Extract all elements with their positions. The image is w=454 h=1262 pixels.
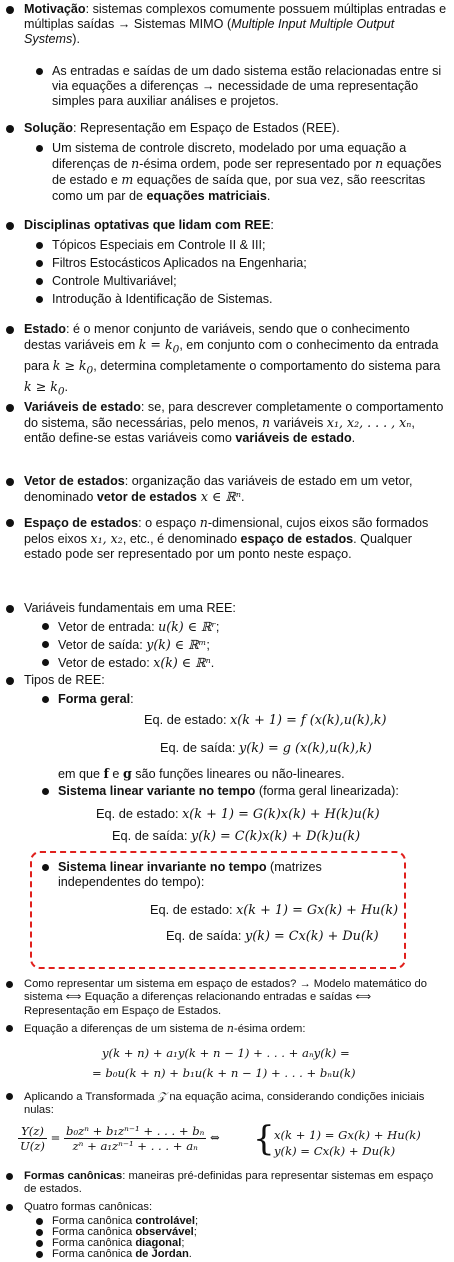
eq-label: Eq. de saída: bbox=[160, 740, 239, 755]
solucao-sub-c: equações de estado e bbox=[52, 157, 442, 188]
eq-label: Eq. de estado: bbox=[144, 712, 231, 727]
bullet-icon bbox=[36, 1240, 43, 1247]
equacao-text-b: -ésima ordem: bbox=[233, 1023, 306, 1035]
difference-equation-line2 bbox=[92, 1066, 356, 1080]
equation-state-invariant bbox=[150, 902, 398, 919]
variante-rest: (forma geral linearizada): bbox=[255, 784, 399, 798]
bullet-icon bbox=[42, 696, 49, 703]
rhs-numerator: b₀zⁿ + b₁zⁿ⁻¹ + . . . + bₙ bbox=[66, 1124, 205, 1138]
eq-math: x(k + 1) = Gx(k) + Hu(k) bbox=[274, 1128, 421, 1142]
bullet-icon bbox=[42, 641, 49, 648]
estado-text-c: , determina completamente o comportamento do sistema para bbox=[93, 358, 441, 373]
bullet-icon bbox=[6, 605, 14, 613]
bullet-icon bbox=[36, 1229, 43, 1236]
fundamental-end: ; bbox=[206, 638, 210, 652]
bullet-icon bbox=[36, 278, 43, 285]
math-k-geq-k0: k ≥ k bbox=[52, 357, 87, 373]
note-a: em que bbox=[58, 767, 104, 781]
bullet-icon bbox=[36, 296, 43, 303]
bullet-icon bbox=[6, 478, 14, 486]
bullet-icon bbox=[42, 788, 49, 795]
fundamental-math: u(k) ∈ ℝʳ bbox=[158, 619, 216, 634]
note-c: são funções lineares ou não-lineares. bbox=[131, 767, 345, 781]
forma-bold: diagonal bbox=[135, 1237, 182, 1249]
espaco-title: Espaço de estados bbox=[24, 516, 139, 530]
math-sub: 0 bbox=[172, 343, 180, 356]
motivacao-sub: As entradas e saídas de um dado sistema estão relacionadas entre si via equações a diferenças → necessidade de uma representação simples para auxiliar análises e projetos. bbox=[52, 64, 442, 109]
forma-bold: controlável bbox=[135, 1215, 196, 1227]
state-space-system-line2 bbox=[274, 1144, 395, 1158]
fundamental-label: Vetor de saída: bbox=[58, 638, 147, 652]
vetor-text-d: . bbox=[240, 490, 245, 505]
math-n: n bbox=[199, 515, 208, 530]
solucao-sub-a: Um sistema de controle discreto, modelado por uma equação a diferenças de bbox=[52, 141, 407, 172]
math-axes: x₁, x₂ bbox=[90, 531, 123, 547]
espaco-text-b: -dimensional, cujos eixos são formados pelos eixos bbox=[24, 516, 429, 547]
difference-equation-line1 bbox=[102, 1046, 350, 1060]
variaveis-text-c: , então define-se estas variáveis como bbox=[24, 416, 415, 446]
bullet-icon bbox=[6, 222, 14, 230]
fundamental-end: . bbox=[210, 656, 215, 670]
bullet-icon bbox=[6, 519, 14, 527]
math-sub: 0 bbox=[86, 364, 94, 377]
math-x-in-rn: x ∈ ℝⁿ bbox=[196, 489, 241, 505]
math-state-vars: x₁, x₂, . . . , xₙ bbox=[326, 415, 412, 431]
forma-pre: Forma canônica bbox=[52, 1215, 136, 1227]
eq-label: Eq. de saída: bbox=[166, 928, 245, 943]
bullet-icon bbox=[6, 981, 13, 988]
espaco-text-a: : o espaço bbox=[138, 516, 200, 530]
transfer-function bbox=[18, 1124, 220, 1153]
disciplinas-colon: : bbox=[270, 218, 274, 232]
eq-label: Eq. de saída: bbox=[112, 828, 191, 843]
state-space-system-line1 bbox=[274, 1128, 421, 1142]
vetor-title: Vetor de estados bbox=[24, 474, 125, 488]
rhs-denominator: zⁿ + a₁zⁿ⁻¹ + . . . + aₙ bbox=[72, 1139, 198, 1153]
estado-text-b: , em conjunto com o conhecimento da entrada para bbox=[24, 338, 439, 373]
fundamental-math: x(k) ∈ ℝⁿ bbox=[153, 655, 211, 670]
iff-arrow-icon: ⇔ bbox=[210, 1130, 220, 1145]
math-n: n bbox=[375, 156, 384, 172]
fundamental-label: Vetor de entrada: bbox=[58, 620, 159, 634]
eq-math: x(k + 1) = f (x(k),u(k),k) bbox=[230, 713, 387, 728]
formas-title: Formas canônicas bbox=[24, 1170, 123, 1182]
eq-math: y(k) = Cx(k) + Du(k) bbox=[274, 1144, 396, 1158]
vetor-text-a: : organização das variáveis de estado em um vetor, denominado bbox=[24, 474, 413, 505]
motivacao-italic: Multiple Input Multiple Output Systems bbox=[24, 17, 395, 47]
forma-end: . bbox=[188, 1248, 192, 1260]
math-k-geq-k0: k ≥ k bbox=[24, 378, 58, 394]
formas-text: : maneiras pré-definidas para representar sistemas em espaço de estados. bbox=[24, 1170, 434, 1196]
math-n: n bbox=[226, 1022, 234, 1035]
math-z-transform: 𝒵 bbox=[157, 1090, 167, 1103]
variante-title: Sistema linear variante no tempo bbox=[58, 784, 256, 798]
math-g: g bbox=[122, 766, 132, 781]
variaveis-bold: variáveis de estado bbox=[235, 431, 352, 446]
bullet-icon bbox=[6, 404, 14, 412]
equals-sign: = bbox=[50, 1130, 61, 1145]
bullet-icon bbox=[6, 1093, 13, 1100]
bullet-icon bbox=[6, 677, 14, 685]
forma-end: ; bbox=[195, 1215, 199, 1227]
disciplina-label: Controle Multivariável; bbox=[52, 274, 177, 288]
eq-math: = b₀u(k + n) + b₁u(k + n − 1) + . . . + bₙu(k) bbox=[92, 1066, 356, 1080]
espaco-bold: espaço de estados bbox=[240, 532, 354, 547]
aplicando-text-b: na equação acima, considerando condições iniciais nulas: bbox=[24, 1091, 425, 1117]
math-f: f bbox=[103, 766, 109, 781]
espaco-text-c: , etc., é denominado bbox=[122, 532, 241, 547]
eq-math: x(k + 1) = Gx(k) + Hu(k) bbox=[236, 903, 399, 918]
bullet-icon bbox=[36, 1218, 43, 1225]
bullet-icon bbox=[36, 1251, 43, 1258]
eq-math: x(k + 1) = G(k)x(k) + H(k)u(k) bbox=[182, 807, 380, 822]
eq-label: Eq. de estado: bbox=[96, 806, 183, 821]
motivacao-title: Motivação bbox=[24, 2, 86, 16]
solucao-sub-e: . bbox=[266, 188, 271, 203]
equation-output-general bbox=[160, 740, 372, 757]
quatro-title: Quatro formas canônicas: bbox=[24, 1201, 153, 1213]
bullet-icon bbox=[36, 68, 43, 75]
disciplina-label: Filtros Estocásticos Aplicados na Engenharia; bbox=[52, 256, 307, 270]
disciplinas-title: Disciplinas optativas que lidam com REE bbox=[24, 218, 271, 232]
estado-text-a: : é o menor conjunto de variáveis, sendo que o conhecimento destas variáveis em bbox=[24, 322, 410, 353]
bullet-icon bbox=[42, 864, 49, 871]
forma-pre: Forma canônica bbox=[52, 1226, 136, 1238]
espaco-text-d: . Qualquer estado pode ser representado por um ponto neste espaço. bbox=[24, 532, 412, 562]
forma-end: ; bbox=[181, 1237, 185, 1249]
variaveis-title: Variáveis de estado bbox=[24, 400, 141, 414]
tipos-title: Tipos de REE: bbox=[24, 673, 105, 687]
math-m: m bbox=[121, 172, 134, 188]
bullet-icon bbox=[42, 623, 49, 630]
bullet-icon bbox=[6, 125, 14, 133]
equation-output-invariant bbox=[166, 928, 379, 945]
math-k-k0: k = k bbox=[138, 337, 173, 353]
motivacao-end: ). bbox=[72, 32, 80, 47]
eq-math: y(k) = Cx(k) + Du(k) bbox=[244, 929, 379, 944]
lhs-denominator: U(z) bbox=[20, 1139, 45, 1153]
bullet-icon bbox=[36, 242, 43, 249]
fundamental-end: ; bbox=[215, 620, 220, 634]
bullet-icon bbox=[36, 260, 43, 267]
eq-label: Eq. de estado: bbox=[150, 902, 237, 917]
rhs-fraction bbox=[64, 1124, 206, 1153]
invariante-title: Sistema linear invariante no tempo bbox=[58, 860, 267, 874]
estado-text-d: . bbox=[64, 379, 69, 394]
forma-bold: observável bbox=[135, 1226, 194, 1238]
lhs-numerator: Y(z) bbox=[18, 1124, 47, 1139]
disciplina-label: Introdução à Identificação de Sistemas. bbox=[52, 292, 273, 306]
forma-pre: Forma canônica bbox=[52, 1248, 136, 1260]
lhs-fraction bbox=[18, 1124, 47, 1153]
bullet-icon bbox=[6, 326, 14, 334]
solucao-sub-b: -ésima ordem, pode ser representado por bbox=[139, 157, 376, 172]
motivacao-text: : sistemas complexos comumente possuem múltiplas entradas e múltiplas saídas → Sistemas MIMO ( bbox=[24, 2, 447, 32]
fundamental-math: y(k) ∈ ℝᵐ bbox=[146, 637, 207, 652]
eq-math: y(k) = C(k)x(k) + D(k)u(k) bbox=[190, 829, 361, 844]
bullet-icon bbox=[6, 1173, 13, 1180]
bullet-icon bbox=[42, 659, 49, 666]
como-text: Como representar um sistema em espaço de estados? → Modelo matemático do sistema ⟺ Equação a diferenças relacionando entradas e saídas ⟺ Representação em Espaço de Estados. bbox=[24, 978, 427, 1017]
variaveis-text-a: : se, para descrever completamente o comportamento do sistema, são necessárias, pelo menos, bbox=[24, 400, 444, 431]
forma-bold: de Jordan bbox=[135, 1248, 189, 1260]
vetor-bold: vetor de estados bbox=[96, 490, 197, 505]
bullet-icon bbox=[6, 6, 14, 14]
math-n: n bbox=[131, 156, 140, 172]
solucao-text: : Representação em Espaço de Estados (REE). bbox=[73, 121, 340, 135]
variaveis-text-b: variáveis bbox=[270, 416, 327, 431]
invariante-rest: (matrizes independentes do tempo): bbox=[58, 860, 322, 890]
math-sub: 0 bbox=[57, 385, 65, 398]
bullet-icon bbox=[6, 1204, 13, 1211]
math-n: n bbox=[262, 415, 271, 431]
eq-math: y(k) = g (x(k),u(k),k) bbox=[238, 741, 372, 756]
variaveis-text-d: . bbox=[351, 431, 356, 446]
estado-title: Estado bbox=[24, 322, 66, 336]
forma-geral-note bbox=[58, 766, 446, 782]
fundamentais-title: Variáveis fundamentais em uma REE: bbox=[24, 601, 236, 615]
aplicando-text-a: Aplicando a Transformada bbox=[24, 1091, 158, 1103]
solucao-title: Solução bbox=[24, 121, 73, 135]
left-brace-icon: { bbox=[253, 1119, 275, 1159]
bullet-icon bbox=[36, 145, 43, 152]
forma-end: ; bbox=[193, 1226, 197, 1238]
forma-geral-title: Forma geral bbox=[58, 692, 131, 706]
disciplina-label: Tópicos Especiais em Controle II & III; bbox=[52, 238, 266, 252]
eq-math: y(k + n) + a₁y(k + n − 1) + . . . + aₙy(k) = bbox=[102, 1046, 350, 1060]
equacao-text-a: Equação a diferenças de um sistema de bbox=[24, 1023, 227, 1035]
solucao-sub-bold: equações matriciais bbox=[146, 188, 267, 203]
solucao-sub-d: equações de saída que, por sua vez, são reescritas como um par de bbox=[52, 173, 426, 203]
forma-geral-colon: : bbox=[130, 692, 134, 706]
equation-state-variant bbox=[96, 806, 380, 823]
equation-state-general bbox=[144, 712, 387, 729]
fundamental-label: Vetor de estado: bbox=[58, 656, 154, 670]
bullet-icon bbox=[6, 1025, 13, 1032]
equation-output-variant bbox=[112, 828, 360, 845]
note-b: e bbox=[108, 767, 123, 781]
forma-pre: Forma canônica bbox=[52, 1237, 136, 1249]
